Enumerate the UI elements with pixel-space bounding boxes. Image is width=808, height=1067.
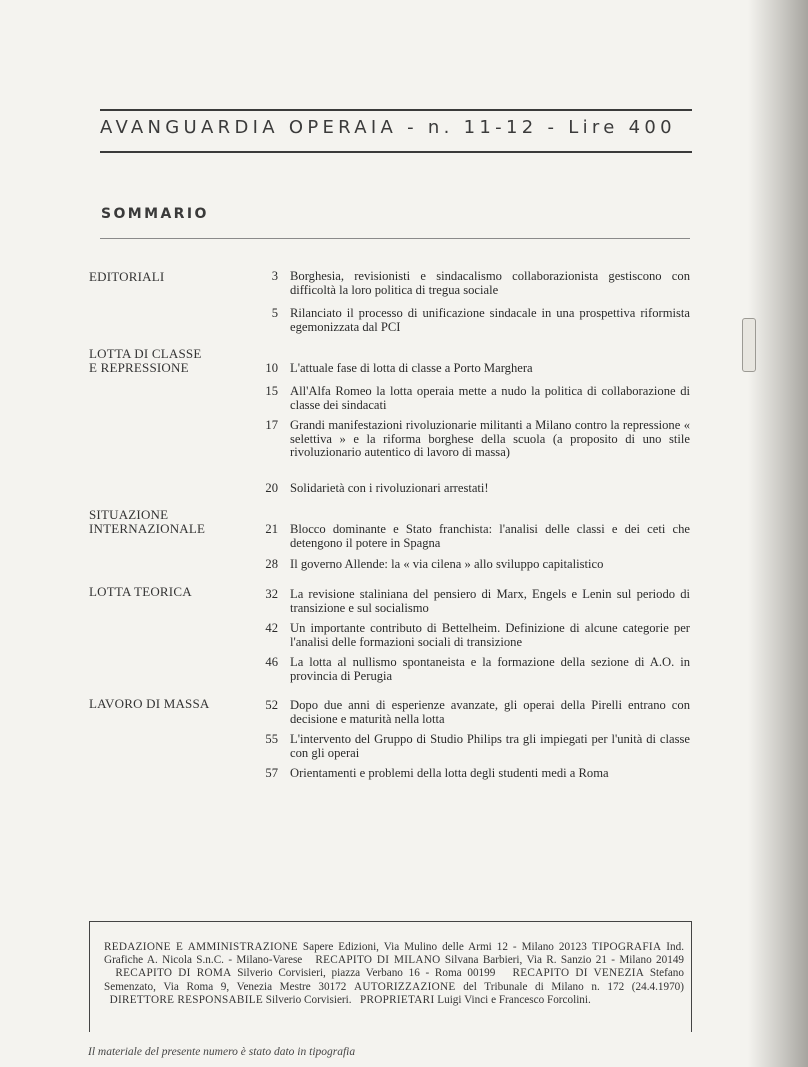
toc-page-number: 3 (271, 269, 278, 283)
toc-title: Solidarietà con i rivoluzionari arrestati! (290, 481, 489, 495)
colophon-value: Ind. Grafiche A. Nicola S.n.C. - Milano-Varese (104, 941, 685, 967)
masthead-bottom-rule (100, 151, 692, 153)
toc-title: All'Alfa Romeo la lotta operaia mette a nudo la politica di collaborazione di classe dei sindacati (290, 384, 690, 412)
colophon-value: Luigi Vinci e Francesco Forcolini. (437, 993, 591, 1006)
colophon-label: AUTORIZZAZIONE (354, 980, 456, 993)
colophon-label: TIPOGRAFIA (591, 941, 662, 953)
toc-page-number: 5 (271, 306, 278, 320)
toc-title: Un importante contributo di Bettelheim. Definizione di alcune categorie per l'analisi delle formazioni sociali di transizione (290, 621, 690, 649)
colophon-value: Silverio Corvisieri, piazza Verbano 16 - Roma 00199 (237, 967, 496, 980)
summary-rule (100, 238, 690, 239)
toc-page-number: 21 (265, 522, 278, 536)
toc-page-number: 52 (265, 698, 278, 712)
toc-title: L'attuale fase di lotta di classe a Porto Marghera (290, 361, 533, 375)
section-label-lavoro-di-massa: LAVORO DI MASSA (89, 696, 210, 711)
toc-page-number: 42 (265, 621, 278, 635)
colophon-label: REDAZIONE E AMMINISTRAZIONE (104, 941, 298, 953)
colophon-text (104, 941, 684, 1007)
toc-title: Borghesia, revisionisti e sindacalismo collaborazionista gestiscono con difficoltà la loro politica di tregua sociale (290, 269, 690, 297)
toc-page-number: 10 (265, 361, 278, 375)
colophon-value: del Tribunale di Milano n. 172 (24.4.1970) (463, 980, 684, 993)
toc-page-number: 57 (265, 766, 278, 780)
summary-heading: SOMMARIO (101, 206, 209, 222)
colophon-label: RECAPITO DI ROMA (115, 967, 232, 980)
masthead-top-rule (100, 109, 692, 111)
section-label-lotta-teorica: LOTTA TEORICA (89, 584, 192, 599)
toc-title: L'intervento del Gruppo di Studio Philips tra gli impiegati per l'unità di classe con gli operai (290, 732, 690, 760)
toc-title: Dopo due anni di esperienze avanzate, gli operai della Pirelli entrano con decisione e maturità nella lotta (290, 698, 690, 726)
binder-tab (742, 318, 756, 372)
section-label-editoriali: EDITORIALI (89, 269, 165, 284)
page-edge-shadow (748, 0, 808, 1067)
bottom-note: Il materiale del presente numero è stato dato in tipografia (88, 1046, 356, 1058)
toc-title: Orientamenti e problemi della lotta degli studenti medi a Roma (290, 766, 609, 780)
section-label-situazione-internazionale: SITUAZIONE INTERNAZIONALE (89, 507, 206, 536)
toc-title: La revisione staliniana del pensiero di Marx, Engels e Lenin sul periodo di transizione e sul socialismo (290, 587, 690, 615)
toc-title: Grandi manifestazioni rivoluzionarie militanti a Milano contro la repressione « selettiva » e la riforma borghese della scuola (a proposito di uno stile rivoluzionario autentico di lavoro di massa) (290, 418, 690, 460)
colophon-label: RECAPITO DI VENEZIA (512, 967, 645, 980)
colophon-value: Silverio Corvisieri. (265, 993, 352, 1006)
toc-title: Rilanciato il processo di unificazione sindacale in una prospettiva riformista egemonizzata dal PCI (290, 306, 690, 334)
colophon-label: PROPRIETARI (359, 993, 435, 1006)
toc-page-number: 28 (265, 557, 278, 571)
colophon-value: Silvana Barbieri, Via R. Sanzio 21 - Milano 20149 (444, 954, 685, 967)
masthead-title: AVANGUARDIA OPERAIA - n. 11-12 - Lire 400 (100, 117, 676, 138)
toc-page-number: 55 (265, 732, 278, 746)
toc-page-number: 15 (265, 384, 278, 398)
toc-title: La lotta al nullismo spontaneista e la formazione della sezione di A.O. in provincia di Perugia (290, 655, 690, 683)
toc-page-number: 46 (265, 655, 278, 669)
toc-page-number: 20 (265, 481, 278, 495)
colophon-label: RECAPITO DI MILANO (315, 954, 441, 967)
colophon-value: Sapere Edizioni, Via Mulino delle Armi 12 - Milano 20123 (302, 941, 587, 953)
toc-title: Il governo Allende: la « via cilena » allo sviluppo capitalistico (290, 557, 604, 571)
colophon-value: Stefano Semenzato, Via Roma 9, Venezia Mestre 30172 (104, 967, 684, 993)
toc-page-number: 17 (265, 418, 278, 432)
colophon-label: DIRETTORE RESPONSABILE (109, 993, 263, 1006)
section-label-lotta-di-classe: LOTTA DI CLASSE E REPRESSIONE (89, 346, 202, 375)
toc-page-number: 32 (265, 587, 278, 601)
toc-title: Blocco dominante e Stato franchista: l'analisi delle classi e dei ceti che detengono il potere in Spagna (290, 522, 690, 550)
